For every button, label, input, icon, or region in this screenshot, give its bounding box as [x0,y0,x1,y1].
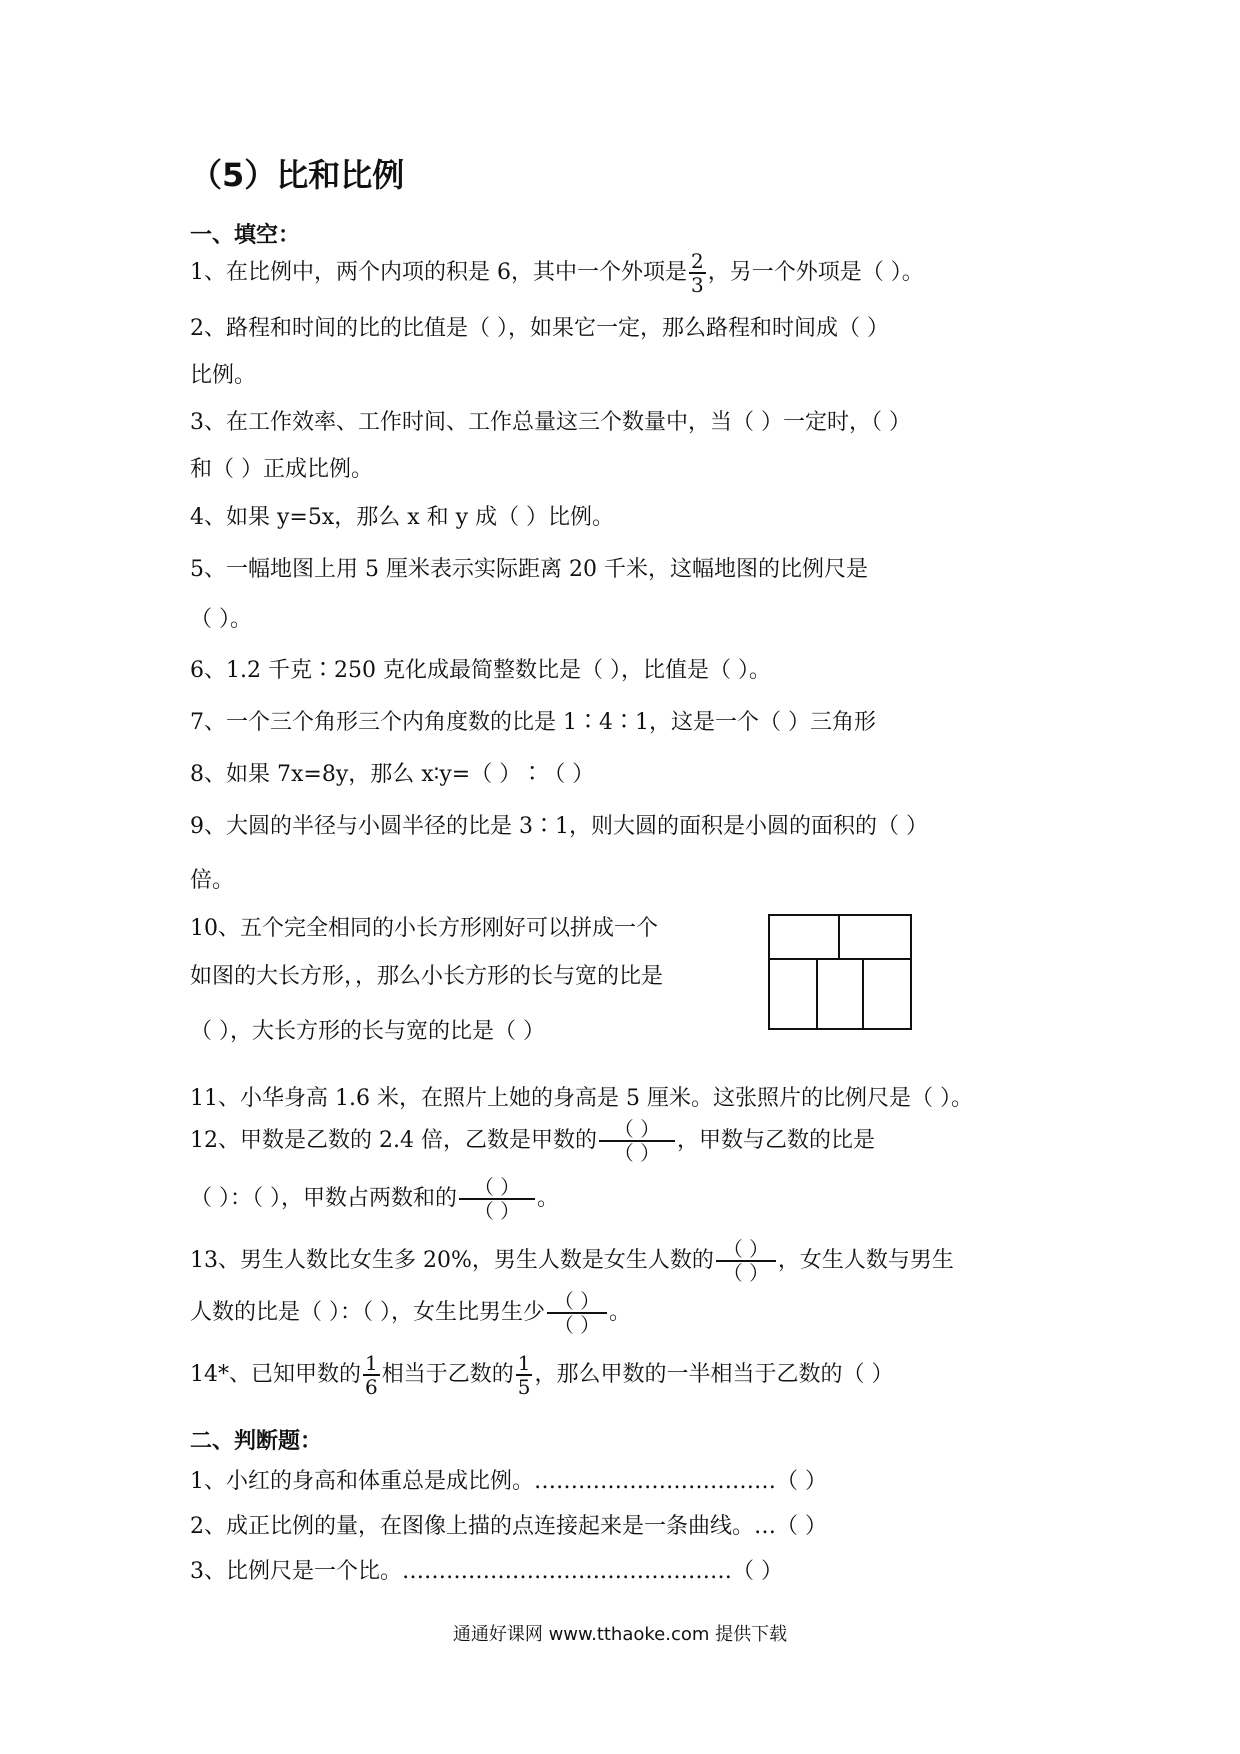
rectangle-diagram [768,914,912,1030]
question-3-line-1: 3、在工作效率、工作时间、工作总量这三个数量中，当（ ）一定时，（ ） [190,410,911,435]
rectangle-bottom-1 [768,958,818,1030]
fraction-two-thirds: $\frac{2}{3}$ [691,249,704,297]
judgement-2: 2、成正比例的量，在图像上描的点连接起来是一条曲线。…（ ） [190,1514,827,1539]
fraction-blank: $\frac{( )}{( )}$ [459,1176,535,1222]
page-title: （5）比和比例 [190,156,405,194]
question-9-line-2: 倍。 [190,868,235,893]
question-10-line-2: 如图的大长方形，，那么小长方形的长与宽的比是 [190,964,664,989]
fraction-one-fifth: $\frac{1}{5}$ [517,1351,531,1399]
question-2-line-2: 比例。 [190,363,257,388]
rectangle-bottom-3 [862,958,912,1030]
fraction-blank: $\frac{( )}{( )}$ [599,1118,675,1164]
rectangle-top-right [838,914,912,960]
question-14: 14*、已知甲数的 $\frac{1}{6}$ 相当于乙数的 $\frac{1}{5}$ ，那么甲数的一半相当于乙数的（ ） [190,1351,894,1399]
question-13-line-2: 人数的比是（ ）：（ ），女生比男生少 $\frac{( )}{( )}$ 。 [190,1289,632,1337]
question-10-line-3: （ ），大长方形的长与宽的比是（ ） [190,1019,545,1044]
question-1: 1、在比例中，两个内项的积是 6，其中一个外项是 $\frac{2}{3}$ ，另一个外项是（ ）。 [190,249,924,297]
rectangle-top-left [768,914,840,960]
question-9-line-1: 9、大圆的半径与小圆半径的比是 3∶1，则大圆的面积是小圆的面积的（ ） [190,814,928,839]
question-3-line-2: 和（ ）正成比例。 [190,457,373,482]
footer-credit: 通通好课网 www.tthaoke.com 提供下载 [452,1624,788,1645]
question-11: 11、小华身高 1.6 米，在照片上她的身高是 5 厘米。这张照片的比例尺是（ ）。 [190,1086,973,1111]
question-12-line-1: 12、甲数是乙数的 2.4 倍，乙数是甲数的 $\frac{( )}{( )}$ ，甲数与乙数的比是 [190,1117,875,1165]
question-6: 6、1.2 千克∶250 克化成最简整数比是（ ），比值是（ ）。 [190,658,771,683]
section-fill-in-heading: 一、填空： [190,223,301,248]
fraction-one-sixth: $\frac{1}{6}$ [365,1351,378,1399]
question-5-line-1: 5、一幅地图上用 5 厘米表示实际距离 20 千米，这幅地图的比例尺是 [190,557,868,582]
question-5-line-2: （ ）。 [190,607,252,632]
judgement-1: 1、小红的身高和体重总是成比例。……………………………（ ） [190,1469,827,1494]
question-4: 4、如果 y=5x，那么 x 和 y 成（ ）比例。 [190,505,615,530]
fraction-blank: $\frac{( )}{( )}$ [716,1238,776,1284]
rectangle-bottom-2 [816,958,864,1030]
question-12-line-2: （ ）：（ ），甲数占两数和的 $\frac{( )}{( )}$ 。 [190,1175,560,1223]
judgement-3: 3、比例尺是一个比。………………………………………（ ） [190,1559,783,1584]
question-7: 7、一个三个角形三个内角度数的比是 1∶4∶1，这是一个（ ）三角形 [190,710,876,735]
section-judgement-heading: 二、判断题： [190,1429,323,1454]
question-10-line-1: 10、五个完全相同的小长方形刚好可以拼成一个 [190,916,658,941]
question-13-line-1: 13、男生人数比女生多 20%，男生人数是女生人数的 $\frac{( )}{( )}$ ，女生人数与男生 [190,1237,954,1285]
fraction-blank: $\frac{( )}{( )}$ [547,1290,607,1336]
question-8: 8、如果 7x=8y，那么 x∶y=（ ）∶（ ） [190,762,595,787]
question-2-line-1: 2、路程和时间的比的比值是（ ），如果它一定，那么路程和时间成（ ） [190,316,889,341]
